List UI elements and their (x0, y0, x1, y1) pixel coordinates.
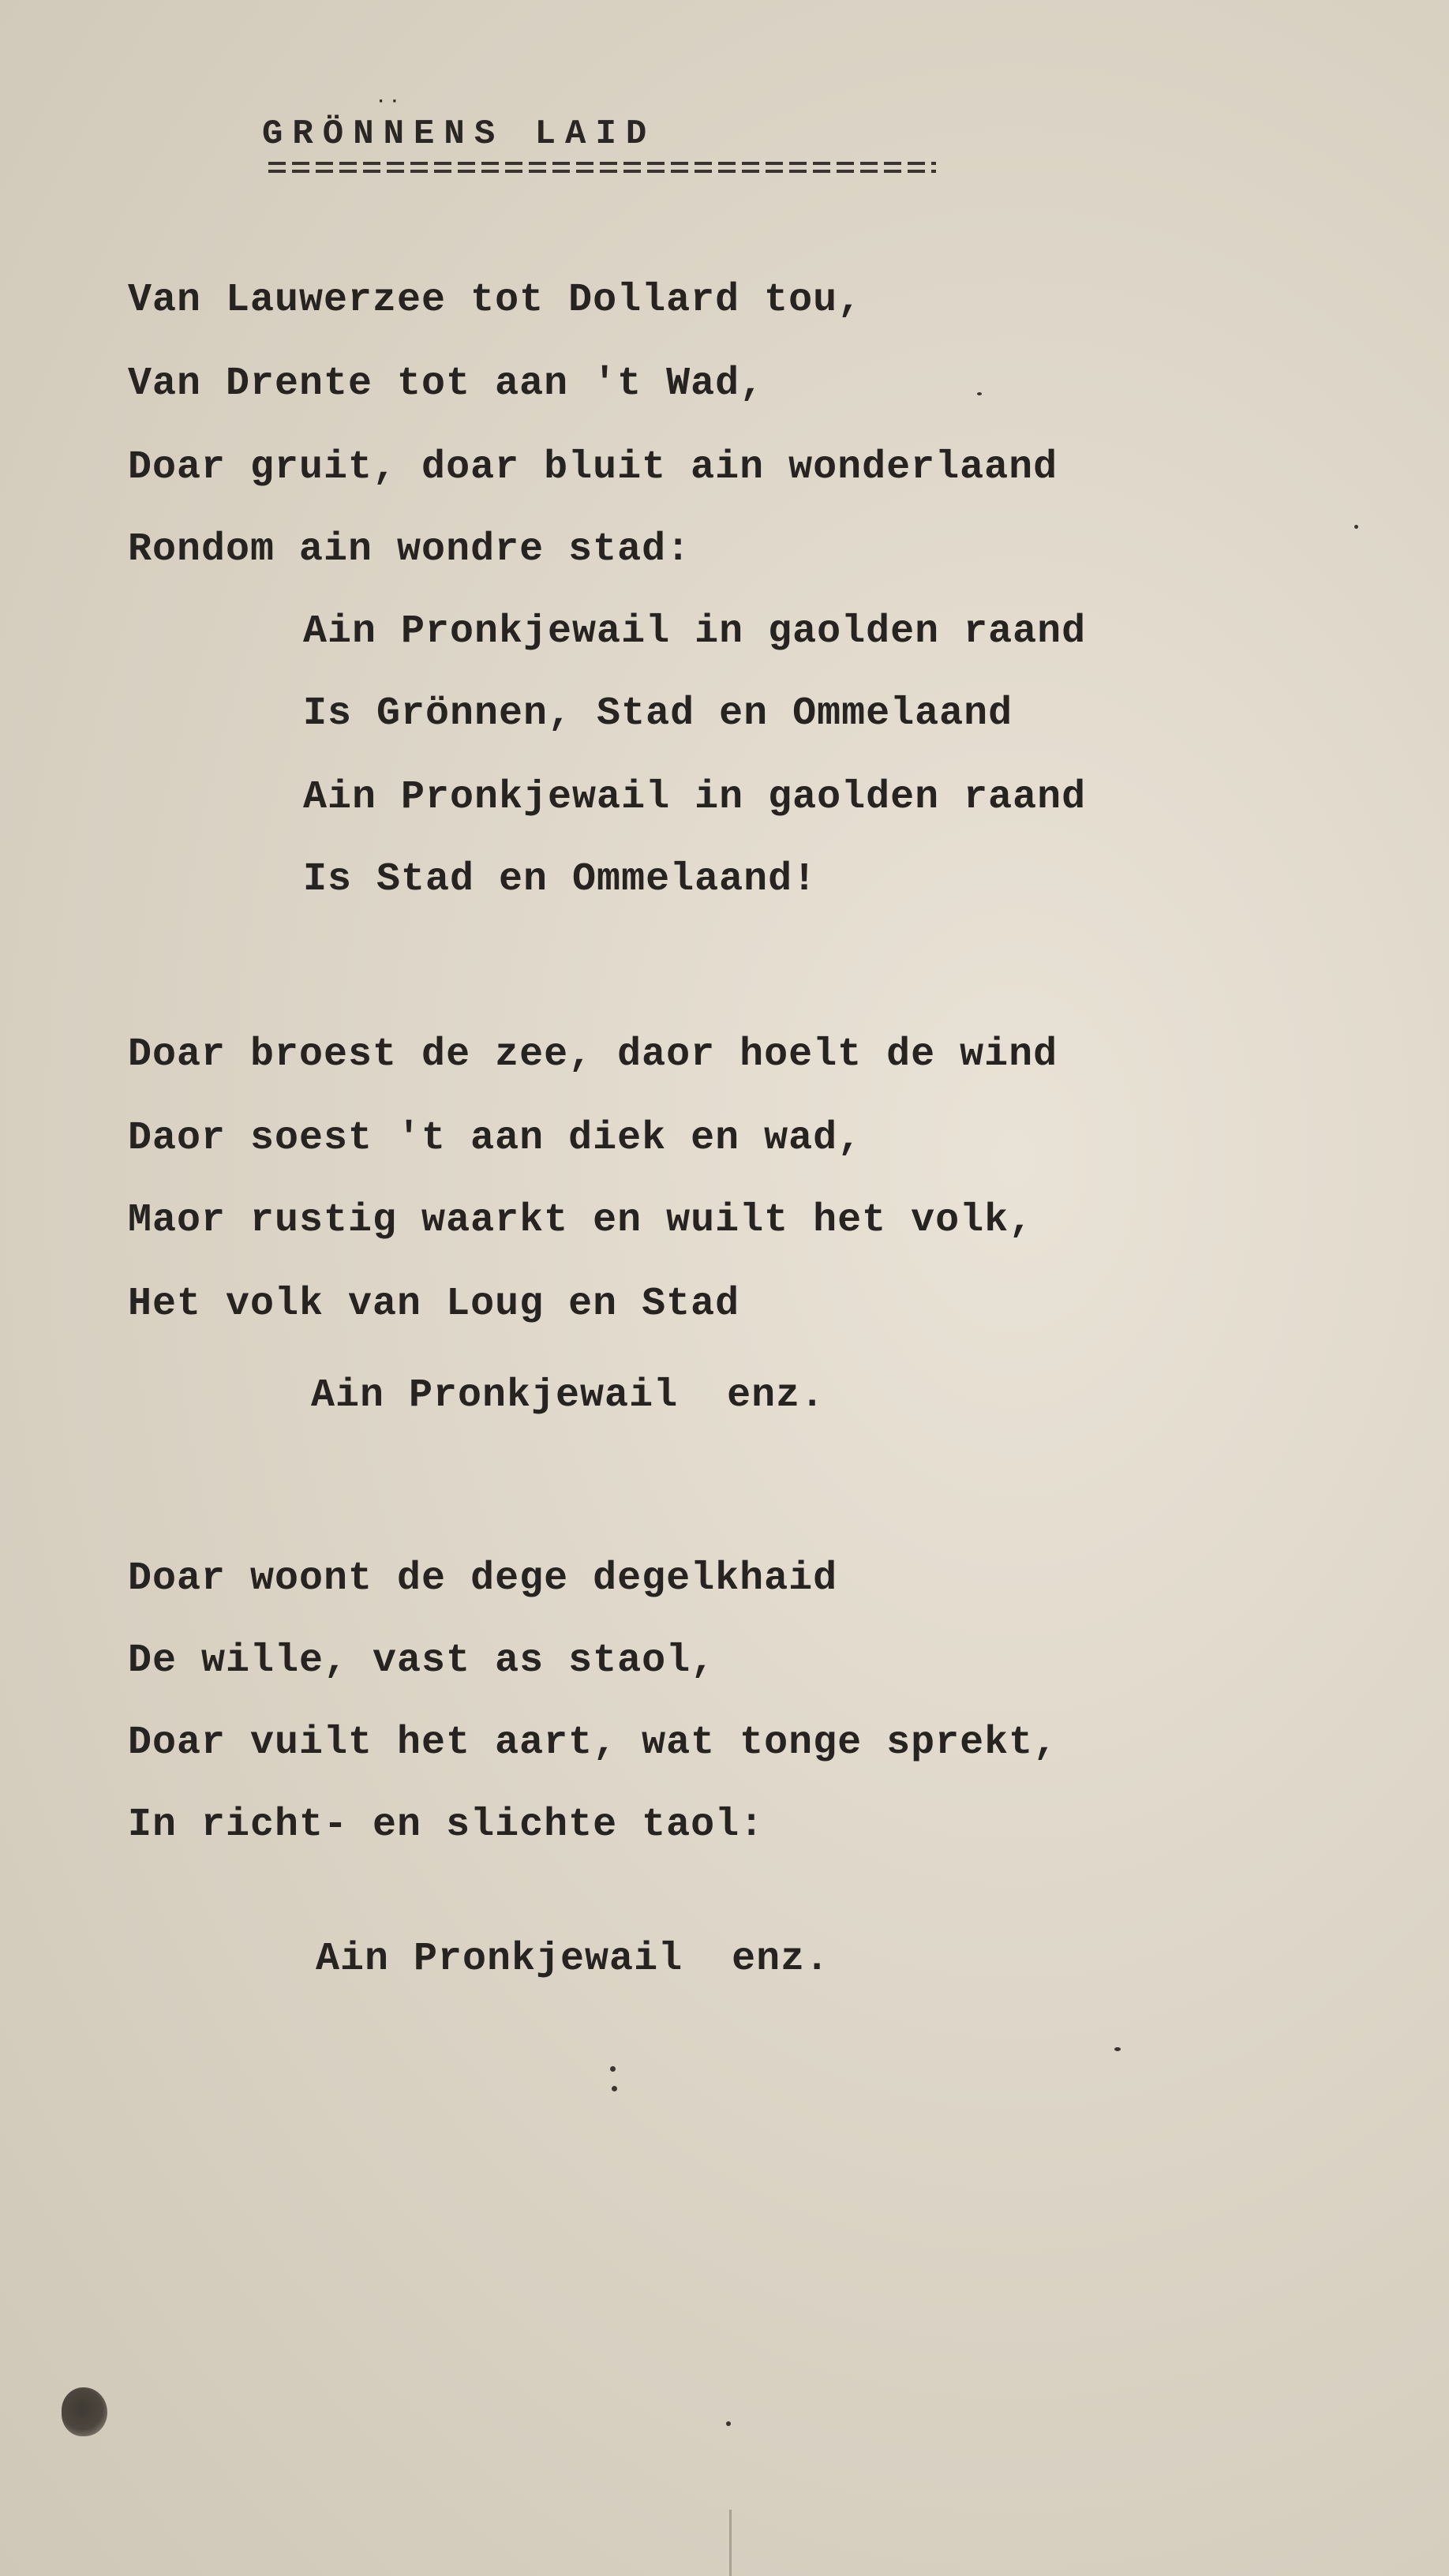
verse-1-line-3: Doar gruit, doar bluit ain wonderlaand (128, 445, 1058, 490)
ink-speck (977, 392, 982, 395)
ink-speck (726, 2421, 731, 2426)
ink-speck (1354, 525, 1358, 529)
verse-3-line-2: De wille, vast as staol, (128, 1638, 716, 1683)
verse-2-line-3: Maor rustig waarkt en wuilt het volk, (128, 1198, 1034, 1243)
verse-3-line-3: Doar vuilt het aart, wat tonge sprekt, (128, 1720, 1058, 1765)
ink-blot (62, 2387, 107, 2436)
song-title: GRÖNNENS LAID (262, 114, 657, 154)
umlaut-dots: ·· (376, 92, 403, 111)
paper-crease (729, 2510, 732, 2576)
verse-3-refrain: Ain Pronkjewail enz. (316, 1937, 830, 1982)
refrain-line-4: Is Stad en Ommelaand! (303, 857, 818, 902)
verse-3-line-4: In richt- en slichte taol: (128, 1803, 765, 1848)
title-double-underline (268, 162, 936, 173)
refrain-line-2: Is Grönnen, Stad en Ommelaand (303, 691, 1013, 736)
verse-1-line-4: Rondom ain wondre stad: (128, 527, 691, 572)
verse-2-line-1: Doar broest de zee, daor hoelt de wind (128, 1032, 1058, 1077)
refrain-line-1: Ain Pronkjewail in gaolden raand (303, 609, 1087, 654)
ink-speck (1114, 2047, 1121, 2051)
verse-3-line-1: Doar woont de dege degelkhaid (128, 1556, 838, 1601)
refrain-line-3: Ain Pronkjewail in gaolden raand (303, 775, 1087, 820)
ink-speck (612, 2086, 617, 2091)
verse-1-line-1: Van Lauwerzee tot Dollard tou, (128, 278, 863, 323)
verse-2-line-4: Het volk van Loug en Stad (128, 1282, 740, 1327)
verse-2-line-2: Daor soest 't aan diek en wad, (128, 1116, 863, 1161)
verse-2-refrain: Ain Pronkjewail enz. (311, 1373, 826, 1418)
ink-speck (610, 2066, 616, 2072)
verse-1-line-2: Van Drente tot aan 't Wad, (128, 361, 765, 406)
